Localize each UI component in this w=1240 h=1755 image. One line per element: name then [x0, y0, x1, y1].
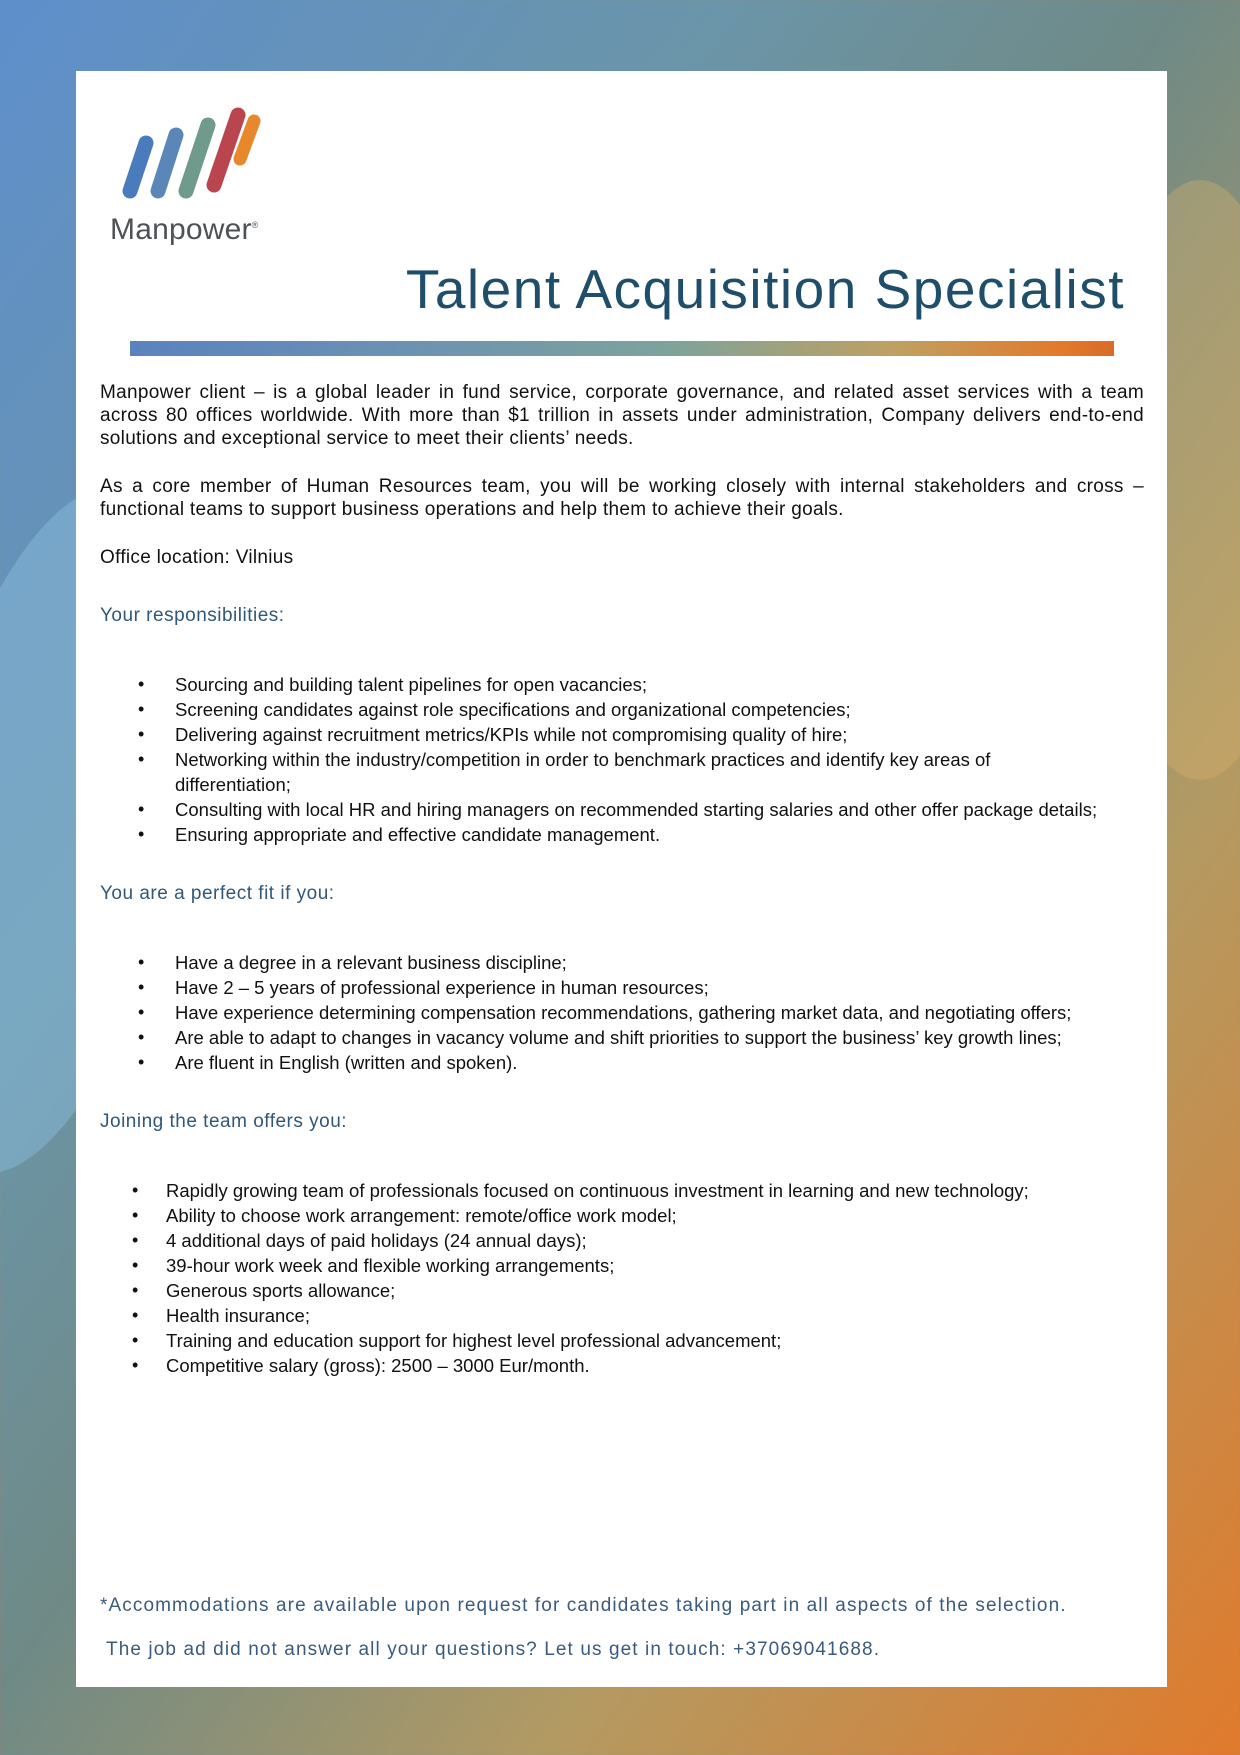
accommodations-note: *Accommodations are available upon request for candidates taking part in all aspects of the selection.: [100, 1595, 1067, 1616]
list-item: • Are fluent in English (written and spoken).: [100, 1050, 1144, 1075]
requirements-list: [100, 950, 1144, 1075]
responsibilities-list: [100, 672, 1144, 847]
list-item: • Competitive salary (gross): 2500 – 3000 Eur/month.: [100, 1353, 1144, 1378]
manpower-logo-icon: [110, 101, 290, 211]
responsibilities-heading: Your responsibilities:: [100, 605, 285, 626]
list-item: • Ensuring appropriate and effective candidate management.: [100, 822, 1144, 847]
list-item: • Delivering against recruitment metrics/KPIs while not compromising quality of hire;: [100, 722, 1144, 747]
document-page: [76, 71, 1167, 1687]
logo-wordmark: Manpower®: [110, 213, 259, 246]
office-location: Office location: Vilnius: [100, 547, 294, 568]
list-item: • Health insurance;: [100, 1303, 1144, 1328]
contact-note: The job ad did not answer all your questions? Let us get in touch: +37069041688.: [106, 1639, 881, 1660]
list-item: • Consulting with local HR and hiring managers on recommended starting salaries and other offer package details;: [100, 797, 1144, 822]
list-item: • Generous sports allowance;: [100, 1278, 1144, 1303]
title-divider: [130, 341, 1114, 356]
list-item: • Rapidly growing team of professionals focused on continuous investment in learning and new technology;: [100, 1178, 1144, 1203]
list-item: • Have 2 – 5 years of professional experience in human resources;: [100, 975, 1144, 1000]
role-paragraph: As a core member of Human Resources team, you will be working closely with internal stakeholders and cross – functional teams to support business operations and help them to achieve their goals.: [100, 476, 1144, 520]
page-title: Talent Acquisition Specialist: [405, 258, 1125, 320]
list-item: • 39-hour work week and flexible working arrangements;: [100, 1253, 1144, 1278]
list-item: • Have a degree in a relevant business discipline;: [100, 950, 1144, 975]
list-item: • Ability to choose work arrangement: remote/office work model;: [100, 1203, 1144, 1228]
list-item: • Screening candidates against role specifications and organizational competencies;: [100, 697, 1144, 722]
list-item: • Are able to adapt to changes in vacancy volume and shift priorities to support the business’ key growth lines;: [100, 1025, 1144, 1050]
list-item: • Have experience determining compensation recommendations, gathering market data, and negotiating offers;: [100, 1000, 1144, 1025]
list-item: • Networking within the industry/competition in order to benchmark practices and identify key areas of differentiation;: [100, 747, 1144, 797]
offers-heading: Joining the team offers you:: [100, 1111, 348, 1132]
manpower-logo: [110, 101, 290, 251]
document-body: [100, 381, 1144, 1378]
intro-paragraph: Manpower client – is a global leader in fund service, corporate governance, and related asset services with a team across 80 offices worldwide. With more than $1 trillion in assets under administration, Company delivers end-to-end solutions and exceptional service to meet their clients’ needs.: [100, 382, 1144, 449]
list-item: • Sourcing and building talent pipelines for open vacancies;: [100, 672, 1144, 697]
offers-list: [100, 1178, 1144, 1378]
requirements-heading: You are a perfect fit if you:: [100, 883, 335, 904]
list-item: • 4 additional days of paid holidays (24 annual days);: [100, 1228, 1144, 1253]
list-item: • Training and education support for highest level professional advancement;: [100, 1328, 1144, 1353]
